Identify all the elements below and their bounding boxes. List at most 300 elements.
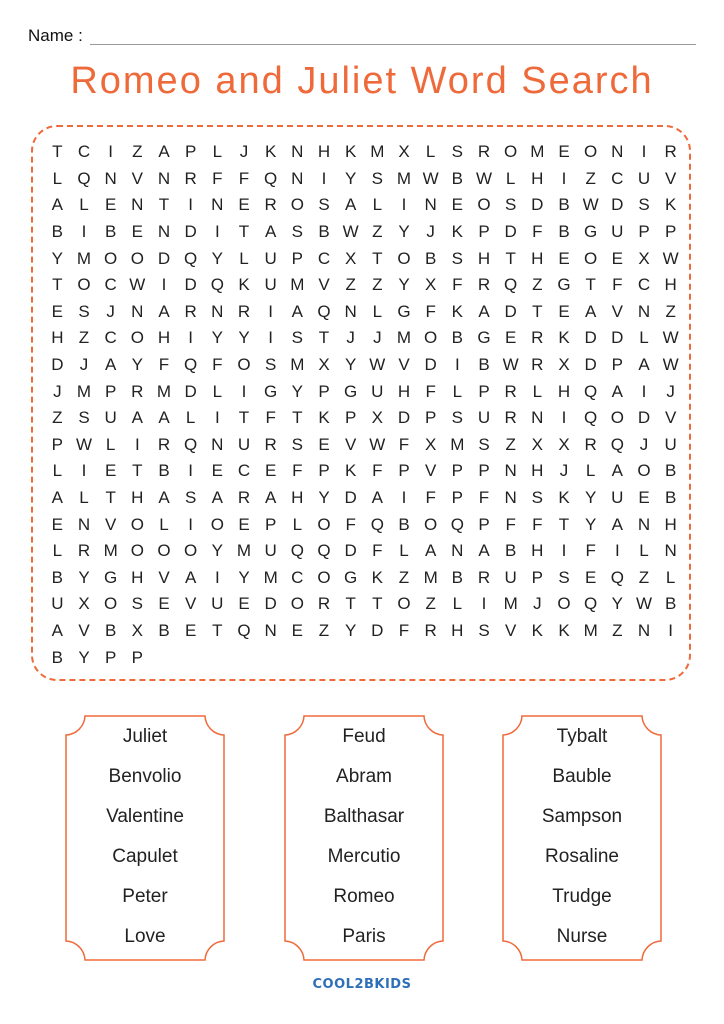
grid-letter[interactable]: W xyxy=(662,355,679,375)
grid-letter[interactable]: Z xyxy=(372,275,383,295)
grid-letter[interactable]: N xyxy=(664,541,677,561)
grid-letter[interactable]: H xyxy=(397,381,411,401)
grid-letter[interactable]: N xyxy=(157,168,171,188)
grid-letter[interactable]: L xyxy=(185,408,196,428)
grid-letter[interactable]: V xyxy=(504,621,517,641)
grid-letter[interactable]: Z xyxy=(585,168,596,188)
grid-letter[interactable]: L xyxy=(239,248,249,268)
grid-letter[interactable]: Q xyxy=(237,621,251,641)
grid-letter[interactable]: N xyxy=(157,222,171,242)
grid-letter[interactable]: F xyxy=(238,168,250,188)
grid-letter[interactable]: E xyxy=(51,514,63,534)
grid-letter[interactable]: H xyxy=(131,488,144,508)
grid-letter[interactable]: T xyxy=(132,461,143,481)
grid-letter[interactable]: S xyxy=(451,142,463,162)
grid-letter[interactable]: Q xyxy=(184,434,198,454)
grid-letter[interactable]: Y xyxy=(291,381,303,401)
grid-letter[interactable]: O xyxy=(637,461,651,481)
grid-letter[interactable]: N xyxy=(637,514,651,534)
grid-letter[interactable]: O xyxy=(584,248,598,268)
grid-letter[interactable]: D xyxy=(611,195,624,215)
grid-letter[interactable]: V xyxy=(318,275,330,295)
grid-letter[interactable]: D xyxy=(504,222,517,242)
grid-letter[interactable]: C xyxy=(637,275,651,295)
grid-letter[interactable]: R xyxy=(131,381,144,401)
grid-letter[interactable]: X xyxy=(78,594,90,614)
grid-letter[interactable]: O xyxy=(504,142,518,162)
grid-letter[interactable]: Z xyxy=(372,222,383,242)
grid-letter[interactable]: J xyxy=(79,355,89,375)
grid-letter[interactable]: R xyxy=(477,142,491,162)
grid-letter[interactable]: L xyxy=(79,195,89,215)
grid-letter[interactable]: Q xyxy=(184,248,198,268)
grid-letter[interactable]: D xyxy=(424,355,437,375)
grid-letter[interactable]: M xyxy=(370,142,385,162)
grid-letter[interactable]: S xyxy=(558,567,570,587)
grid-letter[interactable]: I xyxy=(561,408,567,428)
grid-letter[interactable]: S xyxy=(291,328,303,348)
grid-letter[interactable]: S xyxy=(264,355,277,375)
grid-letter[interactable]: X xyxy=(398,142,410,162)
grid-letter[interactable]: P xyxy=(611,355,623,375)
grid-letter[interactable]: U xyxy=(51,594,64,614)
grid-letter[interactable]: N xyxy=(637,301,651,321)
grid-letter[interactable]: B xyxy=(451,168,463,188)
grid-letter[interactable]: F xyxy=(425,301,436,321)
grid-letter[interactable]: E xyxy=(318,434,330,454)
grid-letter[interactable]: O xyxy=(584,142,598,162)
grid-letter[interactable]: M xyxy=(530,142,545,162)
grid-letter[interactable]: Z xyxy=(345,275,356,295)
grid-letter[interactable]: O xyxy=(184,541,198,561)
grid-letter[interactable]: B xyxy=(398,514,410,534)
grid-letter[interactable]: B xyxy=(51,222,63,242)
grid-letter[interactable]: D xyxy=(157,248,171,268)
grid-letter[interactable]: I xyxy=(401,195,407,215)
grid-letter[interactable]: A xyxy=(611,514,623,534)
grid-letter[interactable]: Z xyxy=(505,434,516,454)
grid-letter[interactable]: P xyxy=(531,567,543,587)
grid-letter[interactable]: Z xyxy=(132,142,143,162)
grid-letter[interactable]: I xyxy=(241,381,247,401)
grid-letter[interactable]: P xyxy=(451,461,463,481)
grid-letter[interactable]: T xyxy=(372,248,383,268)
grid-letter[interactable]: J xyxy=(639,434,649,454)
grid-letter[interactable]: I xyxy=(108,142,114,162)
grid-letter[interactable]: O xyxy=(130,541,144,561)
grid-letter[interactable]: O xyxy=(290,594,304,614)
grid-letter[interactable]: U xyxy=(504,567,517,587)
grid-letter[interactable]: U xyxy=(104,408,117,428)
grid-letter[interactable]: P xyxy=(291,248,303,268)
grid-letter[interactable]: T xyxy=(105,488,116,508)
grid-letter[interactable]: A xyxy=(264,488,277,508)
grid-letter[interactable]: S xyxy=(638,195,650,215)
grid-letter[interactable]: J xyxy=(373,328,382,348)
grid-letter[interactable]: B xyxy=(51,567,63,587)
grid-letter[interactable]: Y xyxy=(211,328,223,348)
grid-letter[interactable]: I xyxy=(321,168,327,188)
grid-letter[interactable]: O xyxy=(397,248,411,268)
grid-letter[interactable]: V xyxy=(398,355,410,375)
grid-letter[interactable]: D xyxy=(397,408,411,428)
grid-letter[interactable]: Y xyxy=(78,647,90,667)
name-write-line[interactable] xyxy=(90,44,696,45)
grid-letter[interactable]: G xyxy=(477,328,491,348)
grid-letter[interactable]: C xyxy=(611,168,624,188)
grid-letter[interactable]: V xyxy=(611,301,623,321)
grid-letter[interactable]: J xyxy=(426,222,435,242)
grid-letter[interactable]: P xyxy=(318,461,330,481)
grid-letter[interactable]: H xyxy=(131,567,144,587)
grid-letter[interactable]: U xyxy=(664,434,677,454)
grid-letter[interactable]: Y xyxy=(398,275,410,295)
grid-letter[interactable]: A xyxy=(158,488,170,508)
grid-letter[interactable]: O xyxy=(290,195,304,215)
grid-letter[interactable]: M xyxy=(263,567,278,587)
grid-letter[interactable]: D xyxy=(371,621,384,641)
grid-letter[interactable]: X xyxy=(344,248,357,268)
grid-letter[interactable]: A xyxy=(104,355,117,375)
grid-letter[interactable]: N xyxy=(611,142,624,162)
grid-letter[interactable]: A xyxy=(638,355,650,375)
grid-letter[interactable]: A xyxy=(51,488,63,508)
grid-letter[interactable]: A xyxy=(158,142,170,162)
grid-letter[interactable]: O xyxy=(477,195,491,215)
grid-letter[interactable]: H xyxy=(664,514,677,534)
grid-letter[interactable]: Y xyxy=(131,355,143,375)
grid-letter[interactable]: Q xyxy=(504,275,518,295)
grid-letter[interactable]: E xyxy=(504,328,517,348)
grid-letter[interactable]: E xyxy=(211,461,223,481)
grid-letter[interactable]: R xyxy=(424,621,437,641)
grid-letter[interactable]: E xyxy=(131,222,143,242)
grid-letter[interactable]: A xyxy=(611,461,623,481)
grid-letter[interactable]: O xyxy=(397,594,411,614)
grid-letter[interactable]: S xyxy=(478,434,490,454)
grid-letter[interactable]: L xyxy=(425,142,436,162)
grid-letter[interactable]: M xyxy=(423,567,438,587)
grid-letter[interactable]: Z xyxy=(52,408,63,428)
grid-letter[interactable]: Q xyxy=(450,514,464,534)
grid-letter[interactable]: B xyxy=(158,621,170,641)
grid-letter[interactable]: V xyxy=(184,594,197,614)
grid-letter[interactable]: B xyxy=(104,621,117,641)
grid-letter[interactable]: K xyxy=(344,142,357,162)
grid-letter[interactable]: B xyxy=(104,222,117,242)
grid-letter[interactable]: M xyxy=(76,381,92,401)
grid-letter[interactable]: V xyxy=(78,621,90,641)
grid-letter[interactable]: B xyxy=(451,567,463,587)
grid-letter[interactable]: P xyxy=(478,222,490,242)
grid-letter[interactable]: Y xyxy=(344,621,357,641)
grid-letter[interactable]: A xyxy=(158,408,170,428)
grid-letter[interactable]: W xyxy=(422,168,439,188)
grid-letter[interactable]: D xyxy=(504,301,517,321)
grid-letter[interactable]: G xyxy=(557,275,571,295)
grid-letter[interactable]: R xyxy=(77,541,91,561)
grid-letter[interactable]: O xyxy=(130,248,144,268)
grid-letter[interactable]: I xyxy=(641,381,647,401)
grid-letter[interactable]: P xyxy=(478,514,490,534)
grid-letter[interactable]: R xyxy=(264,195,277,215)
grid-letter[interactable]: B xyxy=(478,355,490,375)
grid-letter[interactable]: C xyxy=(104,328,117,348)
grid-letter[interactable]: S xyxy=(184,488,197,508)
grid-letter[interactable]: D xyxy=(344,541,357,561)
grid-letter[interactable]: T xyxy=(238,408,250,428)
grid-letter[interactable]: H xyxy=(157,328,171,348)
grid-letter[interactable]: R xyxy=(504,381,517,401)
grid-letter[interactable]: D xyxy=(184,275,197,295)
grid-letter[interactable]: D xyxy=(611,328,624,348)
grid-letter[interactable]: P xyxy=(51,434,63,454)
grid-letter[interactable]: X xyxy=(638,248,650,268)
grid-letter[interactable]: D xyxy=(264,594,277,614)
grid-letter[interactable]: B xyxy=(318,222,330,242)
grid-letter[interactable]: N xyxy=(131,301,144,321)
grid-letter[interactable]: G xyxy=(344,567,358,587)
grid-letter[interactable]: S xyxy=(318,195,330,215)
grid-letter[interactable]: F xyxy=(452,275,463,295)
grid-letter[interactable]: N xyxy=(264,621,277,641)
grid-letter[interactable]: G xyxy=(264,381,278,401)
grid-letter[interactable]: U xyxy=(264,541,277,561)
grid-letter[interactable]: Y xyxy=(238,567,250,587)
grid-letter[interactable]: W xyxy=(75,434,93,454)
grid-letter[interactable]: B xyxy=(664,594,677,614)
grid-letter[interactable]: I xyxy=(268,301,274,321)
grid-letter[interactable]: Q xyxy=(210,275,224,295)
grid-letter[interactable]: D xyxy=(531,195,544,215)
grid-letter[interactable]: K xyxy=(558,488,570,508)
grid-letter[interactable]: I xyxy=(188,328,194,348)
grid-letter[interactable]: G xyxy=(397,301,411,321)
grid-letter[interactable]: E xyxy=(238,594,250,614)
grid-letter[interactable]: V xyxy=(131,168,143,188)
grid-letter[interactable]: N xyxy=(291,168,304,188)
grid-letter[interactable]: T xyxy=(585,275,596,295)
grid-letter[interactable]: G xyxy=(104,567,118,587)
grid-letter[interactable]: Y xyxy=(318,488,330,508)
grid-letter[interactable]: Q xyxy=(77,168,91,188)
grid-letter[interactable]: R xyxy=(157,434,171,454)
grid-letter[interactable]: L xyxy=(639,328,649,348)
grid-letter[interactable]: I xyxy=(81,222,87,242)
grid-letter[interactable]: Y xyxy=(51,248,63,268)
grid-letter[interactable]: J xyxy=(239,142,249,162)
grid-letter[interactable]: S xyxy=(451,408,463,428)
grid-letter[interactable]: T xyxy=(158,195,170,215)
grid-letter[interactable]: L xyxy=(585,461,596,481)
grid-letter[interactable]: F xyxy=(612,275,623,295)
grid-letter[interactable]: T xyxy=(558,514,570,534)
grid-letter[interactable]: S xyxy=(371,168,383,188)
grid-letter[interactable]: H xyxy=(51,328,64,348)
grid-letter[interactable]: R xyxy=(237,301,251,321)
grid-letter[interactable]: L xyxy=(52,461,63,481)
grid-letter[interactable]: N xyxy=(451,541,464,561)
grid-letter[interactable]: T xyxy=(372,594,383,614)
grid-letter[interactable]: E xyxy=(158,594,170,614)
grid-letter[interactable]: T xyxy=(532,301,543,321)
grid-letter[interactable]: A xyxy=(264,222,277,242)
grid-letter[interactable]: P xyxy=(638,222,650,242)
grid-letter[interactable]: Y xyxy=(584,488,597,508)
grid-letter[interactable]: F xyxy=(212,168,223,188)
grid-letter[interactable]: E xyxy=(264,461,277,481)
grid-letter[interactable]: V xyxy=(664,168,677,188)
grid-letter[interactable]: C xyxy=(104,275,117,295)
grid-letter[interactable]: O xyxy=(210,514,224,534)
grid-letter[interactable]: P xyxy=(398,461,410,481)
grid-letter[interactable]: P xyxy=(664,222,677,242)
grid-letter[interactable]: Y xyxy=(344,355,357,375)
grid-letter[interactable]: Q xyxy=(317,301,331,321)
grid-letter[interactable]: C xyxy=(237,461,251,481)
grid-letter[interactable]: Z xyxy=(532,275,543,295)
grid-letter[interactable]: F xyxy=(585,541,596,561)
grid-letter[interactable]: B xyxy=(664,461,677,481)
grid-letter[interactable]: L xyxy=(505,168,516,188)
grid-letter[interactable]: I xyxy=(214,408,220,428)
grid-letter[interactable]: I xyxy=(214,222,220,242)
grid-letter[interactable]: I xyxy=(188,461,194,481)
grid-letter[interactable]: L xyxy=(372,301,383,321)
grid-letter[interactable]: B xyxy=(558,195,570,215)
grid-letter[interactable]: C xyxy=(77,142,91,162)
grid-letter[interactable]: L xyxy=(212,142,223,162)
grid-letter[interactable]: X xyxy=(531,434,543,454)
grid-letter[interactable]: W xyxy=(662,328,679,348)
grid-letter[interactable]: U xyxy=(237,434,251,454)
grid-letter[interactable]: I xyxy=(641,142,647,162)
grid-letter[interactable]: Y xyxy=(211,248,223,268)
grid-letter[interactable]: E xyxy=(104,461,117,481)
grid-letter[interactable]: S xyxy=(291,434,303,454)
grid-letter[interactable]: I xyxy=(481,594,487,614)
grid-letter[interactable]: U xyxy=(477,408,491,428)
grid-letter[interactable]: H xyxy=(451,621,464,641)
grid-letter[interactable]: F xyxy=(265,408,276,428)
grid-letter[interactable]: A xyxy=(51,195,63,215)
grid-letter[interactable]: S xyxy=(504,195,517,215)
grid-letter[interactable]: L xyxy=(79,488,89,508)
grid-letter[interactable]: S xyxy=(478,621,490,641)
grid-letter[interactable]: H xyxy=(477,248,491,268)
grid-letter[interactable]: T xyxy=(318,328,330,348)
grid-letter[interactable]: X xyxy=(131,621,143,641)
grid-letter[interactable]: T xyxy=(292,408,303,428)
grid-letter[interactable]: B xyxy=(158,461,170,481)
grid-letter[interactable]: P xyxy=(131,647,143,667)
grid-letter[interactable]: K xyxy=(664,195,677,215)
grid-letter[interactable]: T xyxy=(345,594,356,614)
grid-letter[interactable]: O xyxy=(610,408,624,428)
grid-letter[interactable]: F xyxy=(532,222,543,242)
grid-letter[interactable]: M xyxy=(583,621,598,641)
grid-letter[interactable]: B xyxy=(664,488,677,508)
grid-letter[interactable]: O xyxy=(317,567,331,587)
grid-letter[interactable]: N xyxy=(211,195,224,215)
grid-letter[interactable]: L xyxy=(292,514,303,534)
grid-letter[interactable]: V xyxy=(664,408,677,428)
grid-letter[interactable]: W xyxy=(635,594,653,614)
grid-letter[interactable]: E xyxy=(558,248,570,268)
grid-letter[interactable]: R xyxy=(531,328,544,348)
grid-letter[interactable]: O xyxy=(157,541,171,561)
grid-letter[interactable]: A xyxy=(51,621,63,641)
grid-letter[interactable]: H xyxy=(557,381,571,401)
grid-letter[interactable]: L xyxy=(159,514,169,534)
grid-letter[interactable]: Q xyxy=(584,408,598,428)
grid-letter[interactable]: K xyxy=(558,621,570,641)
grid-letter[interactable]: W xyxy=(342,222,359,242)
grid-letter[interactable]: I xyxy=(268,328,274,348)
grid-letter[interactable]: Q xyxy=(610,434,624,454)
grid-letter[interactable]: E xyxy=(104,195,117,215)
grid-letter[interactable]: F xyxy=(158,355,170,375)
grid-letter[interactable]: C xyxy=(291,567,304,587)
grid-letter[interactable]: V xyxy=(104,514,117,534)
grid-letter[interactable]: Z xyxy=(398,567,410,587)
grid-letter[interactable]: D xyxy=(584,355,597,375)
grid-letter[interactable]: R xyxy=(584,434,597,454)
grid-letter[interactable]: Y xyxy=(398,222,410,242)
grid-letter[interactable]: X xyxy=(371,408,383,428)
grid-letter[interactable]: C xyxy=(317,248,331,268)
grid-letter[interactable]: N xyxy=(424,195,437,215)
grid-letter[interactable]: B xyxy=(51,647,63,667)
grid-letter[interactable]: N xyxy=(531,408,544,428)
grid-letter[interactable]: M xyxy=(396,328,412,348)
grid-letter[interactable]: O xyxy=(557,594,571,614)
grid-letter[interactable]: Q xyxy=(290,541,304,561)
grid-letter[interactable]: L xyxy=(105,434,116,454)
grid-letter[interactable]: L xyxy=(212,381,223,401)
grid-letter[interactable]: F xyxy=(372,461,383,481)
grid-letter[interactable]: R xyxy=(504,408,517,428)
grid-letter[interactable]: B xyxy=(424,248,437,268)
grid-letter[interactable]: O xyxy=(237,355,251,375)
grid-letter[interactable]: B xyxy=(451,328,463,348)
grid-letter[interactable]: T xyxy=(505,248,516,268)
grid-letter[interactable]: E xyxy=(611,248,623,268)
grid-letter[interactable]: I xyxy=(188,195,194,215)
grid-letter[interactable]: Z xyxy=(78,328,90,348)
grid-letter[interactable]: I xyxy=(161,275,167,295)
grid-letter[interactable]: L xyxy=(532,381,543,401)
grid-letter[interactable]: I xyxy=(214,567,220,587)
grid-letter[interactable]: E xyxy=(184,621,197,641)
grid-letter[interactable]: S xyxy=(131,594,143,614)
grid-letter[interactable]: N xyxy=(104,168,117,188)
grid-letter[interactable]: E xyxy=(51,301,63,321)
grid-letter[interactable]: W xyxy=(369,434,386,454)
grid-letter[interactable]: X xyxy=(558,355,570,375)
grid-letter[interactable]: F xyxy=(398,621,410,641)
grid-letter[interactable]: F xyxy=(398,434,410,454)
grid-letter[interactable]: M xyxy=(236,541,252,561)
grid-letter[interactable]: G xyxy=(584,222,598,242)
grid-letter[interactable]: N xyxy=(211,434,224,454)
grid-letter[interactable]: N xyxy=(77,514,91,534)
grid-letter[interactable]: E xyxy=(558,301,570,321)
grid-letter[interactable]: A xyxy=(424,541,437,561)
grid-letter[interactable]: N xyxy=(291,142,304,162)
grid-letter[interactable]: S xyxy=(451,248,463,268)
grid-letter[interactable]: Y xyxy=(238,328,250,348)
